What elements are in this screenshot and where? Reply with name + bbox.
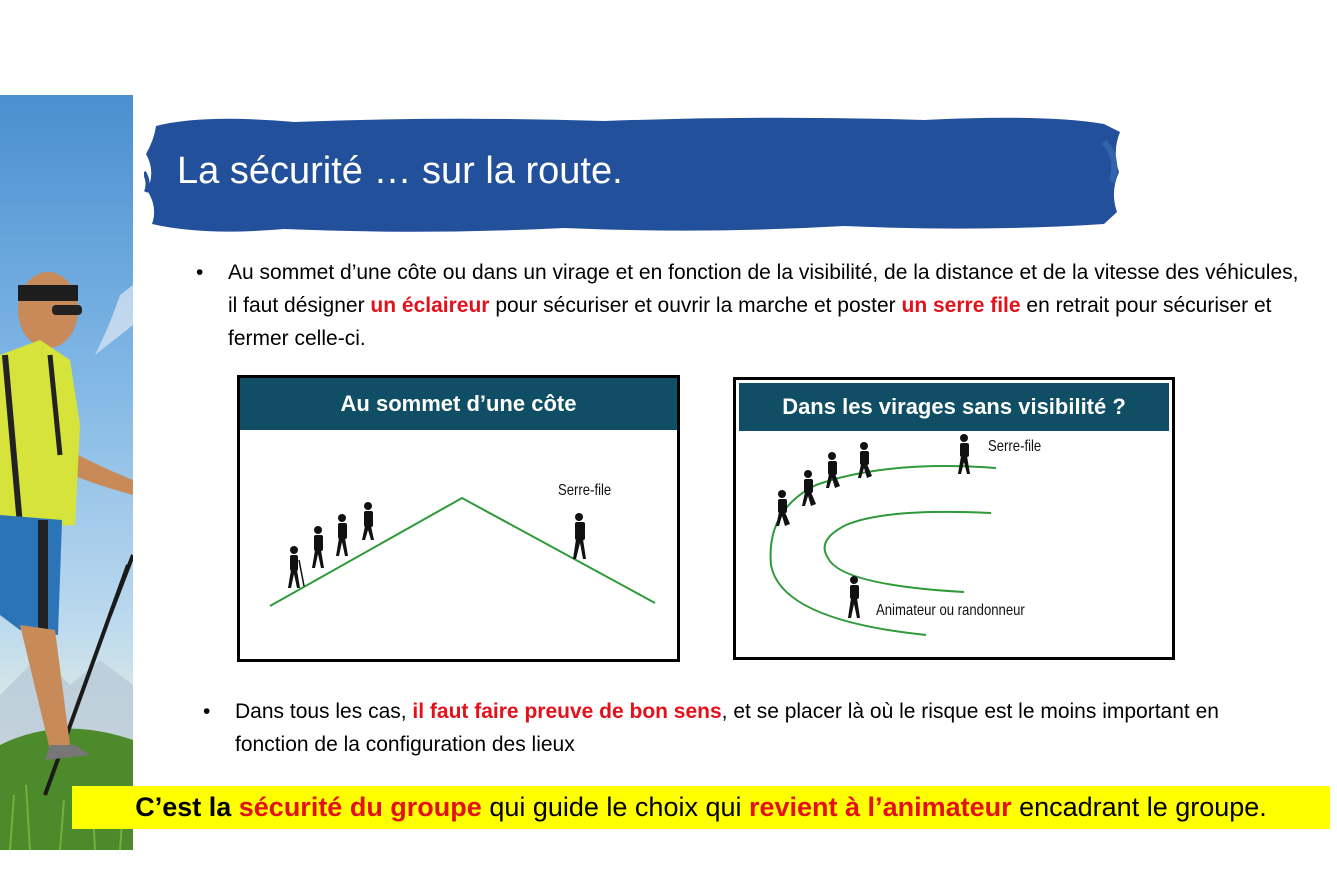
figure-blind-curve	[733, 377, 1175, 660]
conclusion-tail: encadrant le groupe.	[1011, 792, 1267, 822]
bullet-two-highlight: il faut faire preuve de bon sens	[412, 700, 722, 723]
bullet-marker: •	[203, 700, 211, 723]
conclusion-highlight-group-safety: sécurité du groupe	[238, 792, 482, 822]
bullet-two-text-2: , et se placer là où le risque est le moins important en fonction de la configuration des lieux	[235, 700, 1219, 756]
figure-hill-crest	[237, 375, 680, 662]
label-rear-guard-hill: Serre-file	[558, 482, 612, 499]
bullet-marker: •	[196, 261, 204, 284]
bullet-one-text-1: Au sommet d’une côte ou dans un virage et en fonction de la visibilité, de la distance et de la vitesse des véhicules, il faut désigner	[228, 261, 1299, 317]
conclusion-banner	[72, 786, 1330, 829]
hill-line	[270, 498, 655, 606]
bullet-one-highlight-scout: un éclaireur	[370, 294, 490, 317]
hiker-icon	[288, 502, 586, 588]
conclusion-lead: C’est la	[135, 792, 232, 822]
label-rear-guard-curve: Serre-file	[988, 438, 1042, 455]
bullet-one-text-3: en retrait pour sécuriser et fermer celle-ci.	[228, 294, 1272, 350]
conclusion-highlight-leader: revient à l’animateur	[749, 792, 1012, 822]
conclusion-middle: qui guide le choix qui	[481, 792, 749, 822]
figure-curve-header: Dans les virages sans visibilité ?	[739, 383, 1169, 431]
figure-hill-header: Au sommet d’une côte	[240, 378, 677, 430]
hiker-photo	[0, 95, 133, 850]
bullet-one-highlight-rear: un serre file	[901, 294, 1021, 317]
hiker-illustration	[0, 95, 133, 850]
label-leader: Animateur ou randonneur	[876, 602, 1025, 619]
bullet-two	[203, 695, 1295, 761]
bullet-one	[196, 256, 1308, 355]
bullet-two-text-1: Dans tous les cas,	[235, 700, 413, 723]
slide-title: La sécurité … sur la route.	[177, 150, 623, 192]
bullet-one-text-2: pour sécuriser et ouvrir la marche et poster	[489, 294, 902, 317]
